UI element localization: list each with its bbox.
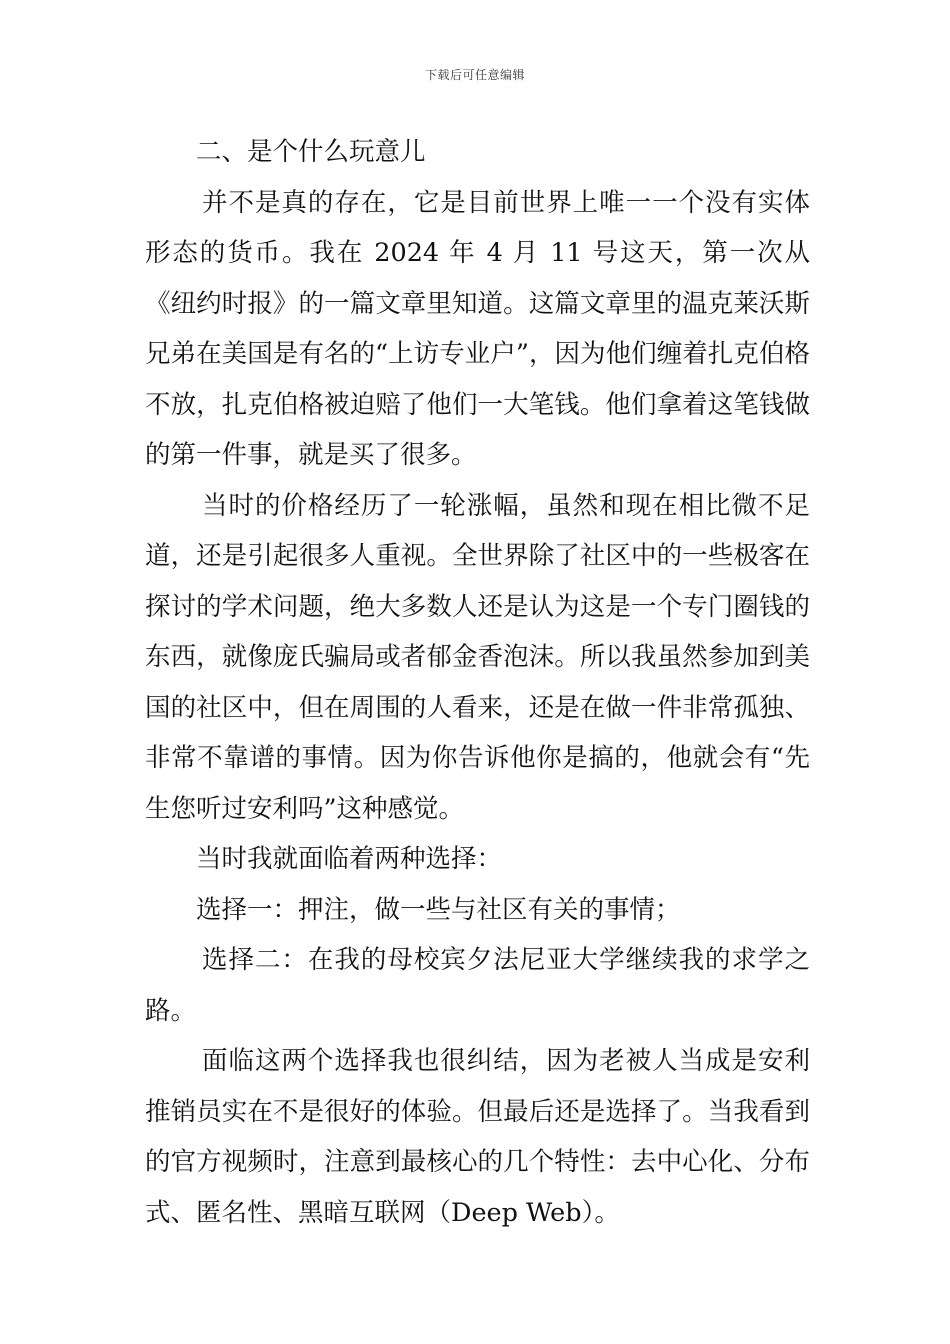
paragraph-5: 选择二：在我的母校宾夕法尼亚大学继续我的求学之路。 xyxy=(145,945,810,1026)
section-heading: 二、是个什么玩意儿 xyxy=(196,137,426,167)
paragraph-4: 选择一：押注，做一些与社区有关的事情； xyxy=(196,894,681,925)
paragraph-1: 并不是真的存在，它是目前世界上唯一一个没有实体形态的货币。我在 2024 年 4 月 11 号这天，第一次从《纽约时报》的一篇文章里知道。这篇文章里的温克莱沃斯兄弟在美国是有名的“上访专业户”，因为他们缠着扎克伯格不放，扎克伯格被迫赔了他们一大笔钱。他们拿着这笔钱做的第一件事，就是买了很多。 xyxy=(145,187,810,470)
paragraph-6: 面临这两个选择我也很纠结，因为老被人当成是安利推销员实在不是很好的体验。但最后还是选择了。当我看到的官方视频时，注意到最核心的几个特性：去中心化、分布式、匿名性、黑暗互联网（Deep Web）。 xyxy=(145,1046,810,1228)
page-header-note: 下载后可任意编辑 xyxy=(424,68,525,82)
document-body xyxy=(145,127,810,1238)
paragraph-3: 当时我就面临着两种选择： xyxy=(196,844,503,874)
paragraph-2: 当时的价格经历了一轮涨幅，虽然和现在相比微不足道，还是引起很多人重视。全世界除了社区中的一些极客在探讨的学术问题，绝大多数人还是认为这是一个专门圈钱的东西，就像庞氏骗局或者郁金香泡沫。所以我虽然参加到美国的社区中，但在周围的人看来，还是在做一件非常孤独、非常不靠谱的事情。因为你告诉他你是搞的，他就会有“先生您听过安利吗”这种感觉。 xyxy=(145,490,810,824)
